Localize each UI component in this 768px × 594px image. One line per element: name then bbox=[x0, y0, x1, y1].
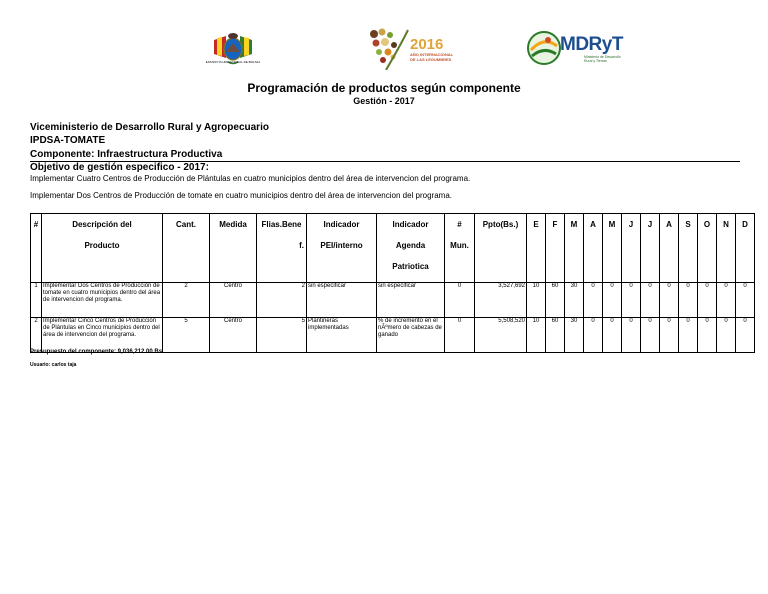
row-quantity: 5 bbox=[163, 318, 210, 353]
col-budget-header: Ppto(Bs.) bbox=[475, 214, 527, 283]
row-month-value: 0 bbox=[660, 283, 679, 318]
row-month-value: 0 bbox=[622, 318, 641, 353]
col-month-nov-header: N bbox=[717, 214, 736, 283]
col-municipalities-header: # Mun. bbox=[445, 214, 475, 283]
row-num: 2 bbox=[31, 318, 42, 353]
row-budget: 5,508,520 bbox=[475, 318, 527, 353]
row-month-value: 60 bbox=[546, 318, 565, 353]
entity-heading: IPDSA-TOMATE bbox=[30, 135, 106, 146]
component-heading: Componente: Infraestructura Productiva bbox=[30, 149, 223, 160]
component-budget-total: Presupuesto del componente: 9,036,212.00 Bs. bbox=[30, 349, 164, 355]
col-month-jan-header: E bbox=[527, 214, 546, 283]
row-month-value: 60 bbox=[546, 283, 565, 318]
row-description: Implementar Dos Centros de Producción de tomate en cuatro municipios dentro del área de intervencion del programa. bbox=[42, 283, 163, 318]
table-header-row bbox=[31, 214, 755, 283]
row-month-value: 0 bbox=[641, 283, 660, 318]
row-families: 2 bbox=[257, 283, 307, 318]
col-month-apr-header: A bbox=[584, 214, 603, 283]
row-unit: Centro bbox=[210, 318, 257, 353]
row-month-value: 0 bbox=[736, 283, 755, 318]
objective-text-2: Implementar Dos Centros de Producción de tomate en cuatro municipios dentro del área de intervencion del programa. bbox=[30, 191, 453, 200]
page-subtitle: Gestión - 2017 bbox=[353, 96, 415, 106]
row-month-value: 30 bbox=[565, 283, 584, 318]
row-municipalities: 0 bbox=[445, 283, 475, 318]
col-month-dec-header: D bbox=[736, 214, 755, 283]
year-logo-number: 2016 bbox=[410, 36, 444, 53]
row-agenda-indicator: sin especificar bbox=[377, 283, 445, 318]
col-month-jun-header: J bbox=[622, 214, 641, 283]
col-agenda-indicator-header: Indicador Agenda Patriotica bbox=[377, 214, 445, 283]
row-month-value: 10 bbox=[527, 283, 546, 318]
viceministerio-heading: Viceministerio de Desarrollo Rural y Agropecuario bbox=[30, 122, 269, 133]
col-month-oct-header: O bbox=[698, 214, 717, 283]
objective-text-1: Implementar Cuatro Centros de Producción de Plántulas en cuatro municipios dentro del área de intervencion del programa. bbox=[30, 174, 471, 183]
col-month-aug-header: A bbox=[660, 214, 679, 283]
row-month-value: 30 bbox=[565, 318, 584, 353]
row-budget: 3,527,692 bbox=[475, 283, 527, 318]
row-families: 5 bbox=[257, 318, 307, 353]
col-month-mar-header: M bbox=[565, 214, 584, 283]
row-unit: Centro bbox=[210, 283, 257, 318]
row-quantity: 2 bbox=[163, 283, 210, 318]
col-month-jul-header: J bbox=[641, 214, 660, 283]
row-month-value: 0 bbox=[603, 318, 622, 353]
row-municipalities: 0 bbox=[445, 318, 475, 353]
products-table bbox=[30, 213, 755, 353]
row-month-value: 0 bbox=[603, 283, 622, 318]
col-description-header: Descripción del Producto bbox=[42, 214, 163, 283]
row-month-value: 0 bbox=[717, 283, 736, 318]
row-month-value: 0 bbox=[622, 283, 641, 318]
objective-label: Objetivo de gestión especifico - 2017: bbox=[30, 162, 209, 173]
row-num: 1 bbox=[31, 283, 42, 318]
row-month-value: 0 bbox=[641, 318, 660, 353]
row-pei-indicator: Plantineras implementadas bbox=[307, 318, 377, 353]
row-description: Implementar Cinco Centros de Producción de Plántulas en Cinco municipios dentro del área de intervencion del programa. bbox=[42, 318, 163, 353]
row-month-value: 0 bbox=[679, 283, 698, 318]
col-unit-header: Medida bbox=[210, 214, 257, 283]
col-num-header: # bbox=[31, 214, 42, 283]
user-label: Usuario: carlos taja bbox=[30, 362, 77, 368]
col-quantity-header: Cant. bbox=[163, 214, 210, 283]
emblem-caption: ESTADO PLURINACIONAL DE BOLIVIA bbox=[205, 60, 261, 64]
col-month-may-header: M bbox=[603, 214, 622, 283]
mdryt-logo-text: MDRyT bbox=[560, 34, 623, 55]
row-month-value: 0 bbox=[679, 318, 698, 353]
row-month-value: 0 bbox=[584, 283, 603, 318]
row-pei-indicator: sin especificar bbox=[307, 283, 377, 318]
table-row bbox=[31, 283, 755, 318]
table-row bbox=[31, 318, 755, 353]
row-agenda-indicator: % de incremento en el nÃºmero de cabezas de ganado bbox=[377, 318, 445, 353]
col-month-sep-header: S bbox=[679, 214, 698, 283]
col-month-feb-header: F bbox=[546, 214, 565, 283]
row-month-value: 0 bbox=[584, 318, 603, 353]
row-month-value: 0 bbox=[736, 318, 755, 353]
row-month-value: 0 bbox=[717, 318, 736, 353]
col-pei-indicator-header: Indicador PEI/interno bbox=[307, 214, 377, 283]
col-families-header: Flias.Bene f. bbox=[257, 214, 307, 283]
row-month-value: 0 bbox=[660, 318, 679, 353]
year-logo-caption: AÑO INTERNACIONAL DE LAS LEGUMBRES bbox=[410, 52, 454, 62]
row-month-value: 10 bbox=[527, 318, 546, 353]
row-month-value: 0 bbox=[698, 283, 717, 318]
row-month-value: 0 bbox=[698, 318, 717, 353]
mdryt-logo-caption: Ministerio de Desarrollo Rural y Tierras bbox=[584, 55, 621, 63]
page-title: Programación de productos según componente bbox=[247, 81, 521, 95]
